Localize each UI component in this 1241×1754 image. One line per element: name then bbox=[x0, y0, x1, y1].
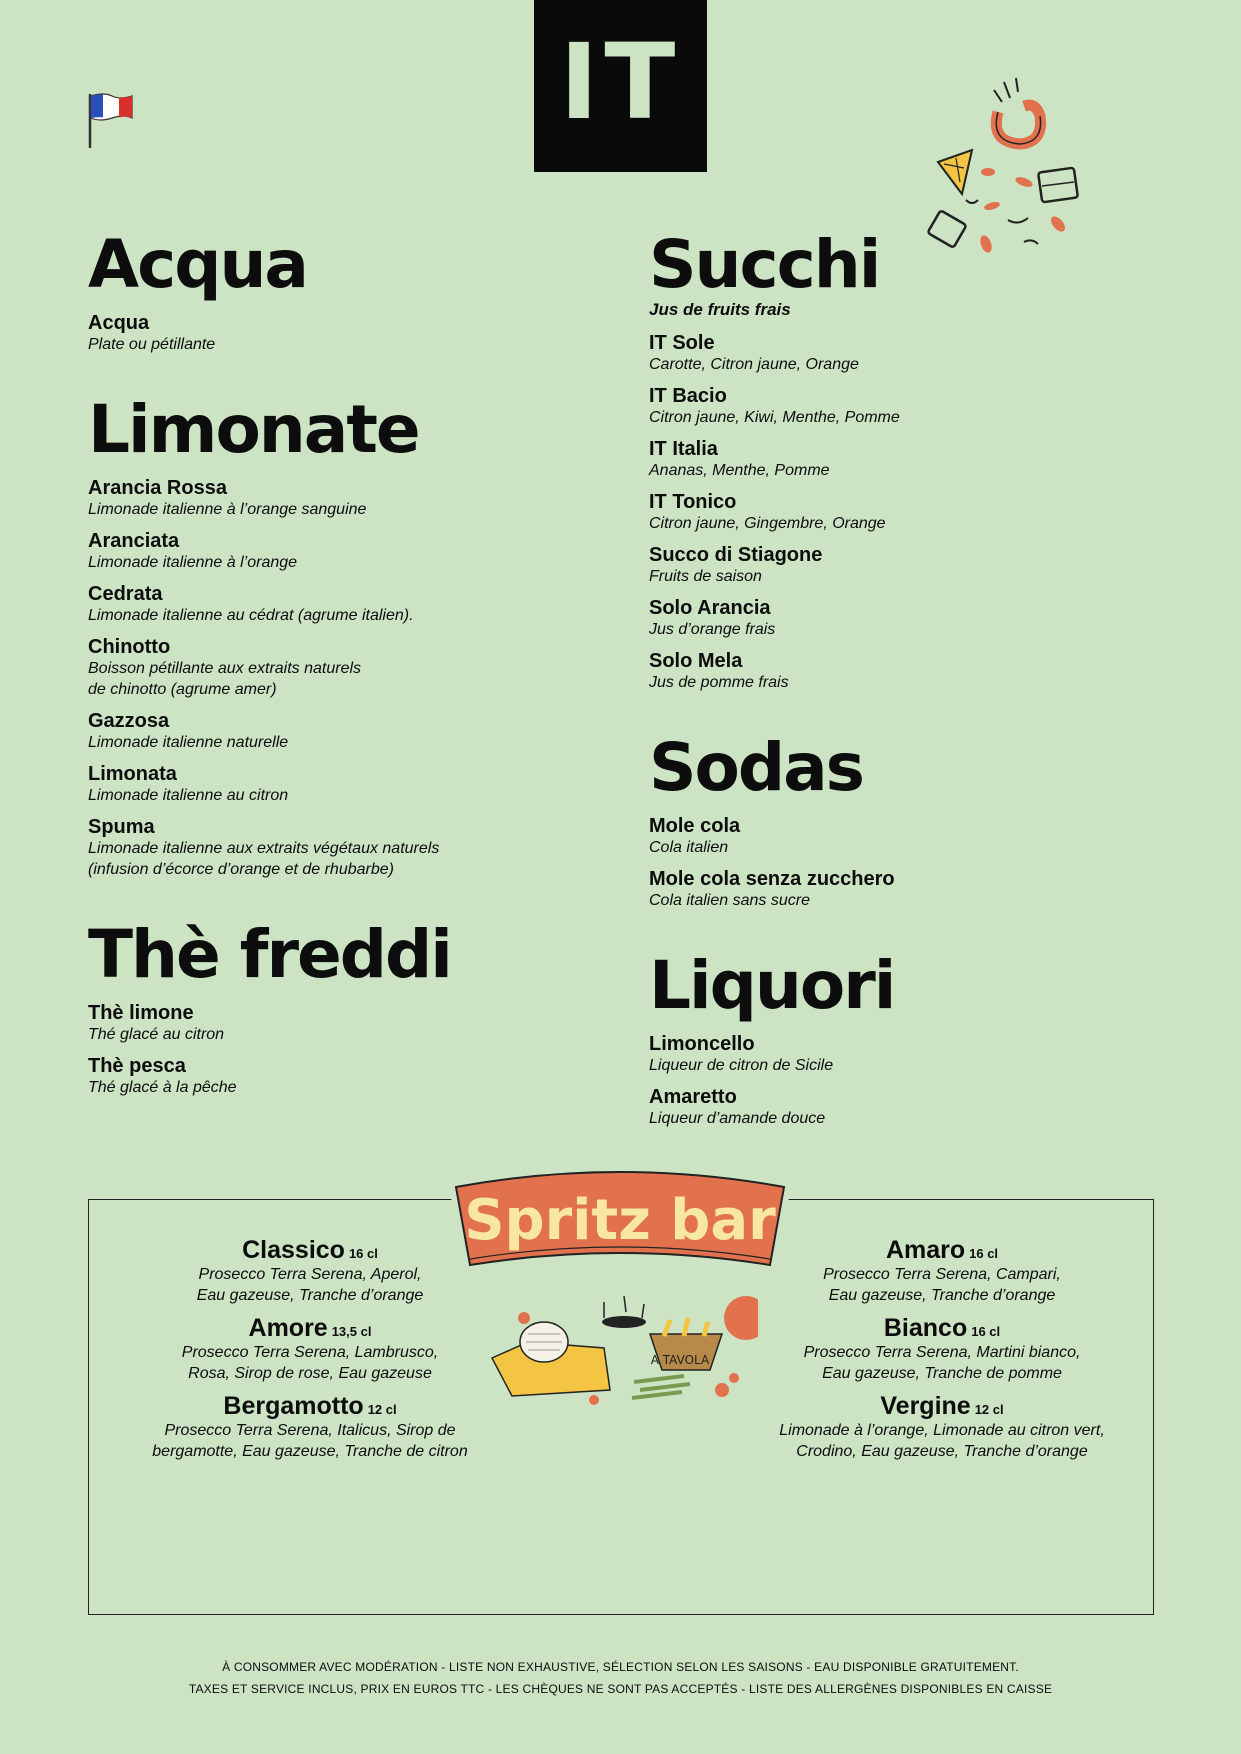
item-name: IT Bacio bbox=[649, 385, 727, 407]
item-name: Thè limone bbox=[88, 1002, 194, 1024]
item-desc: Limonade italienne naturelle bbox=[88, 734, 289, 751]
menu-item bbox=[649, 544, 1169, 587]
menu-item bbox=[88, 1055, 608, 1098]
spritz-name: Amaro bbox=[885, 1236, 966, 1264]
spritz-volume: 16 cl bbox=[971, 1324, 1001, 1339]
item-name: IT Tonico bbox=[649, 491, 737, 513]
menu-item bbox=[88, 477, 608, 520]
item-name: Mole cola senza zucchero bbox=[649, 868, 895, 890]
menu-item bbox=[649, 597, 1169, 640]
section-title: Sodas bbox=[649, 729, 863, 806]
item-name: IT Sole bbox=[649, 332, 715, 354]
item-desc: Ananas, Menthe, Pomme bbox=[649, 462, 830, 479]
spritz-item bbox=[742, 1236, 1142, 1306]
item-desc: Cola italien bbox=[649, 839, 729, 856]
footer-line-1: À CONSOMMER AVEC MODÉRATION - LISTE NON EXHAUSTIVE, SÉLECTION SELON LES SAISONS - EAU DISPONIBLE GRATUITEMENT. bbox=[222, 1660, 1019, 1674]
spritz-name: Bianco bbox=[883, 1314, 968, 1342]
menu-item bbox=[649, 332, 1169, 375]
item-name: IT Italia bbox=[649, 438, 718, 460]
item-desc: Fruits de saison bbox=[649, 568, 762, 585]
item-desc: Plate ou pétillante bbox=[88, 336, 216, 353]
svg-text:A TAVOLA: A TAVOLA bbox=[650, 1353, 710, 1367]
item-desc: Boisson pétillante aux extraits naturels de chinotto (agrume amer) bbox=[88, 660, 362, 698]
section-title: Succhi bbox=[649, 226, 880, 303]
item-name: Spuma bbox=[88, 816, 155, 838]
logo-text: IT bbox=[559, 21, 682, 143]
section-liquori bbox=[649, 947, 1169, 1129]
item-name: Gazzosa bbox=[88, 710, 170, 732]
french-flag-icon[interactable] bbox=[86, 90, 134, 150]
spritz-desc: Prosecco Terra Serena, Aperol, Eau gazeuse, Tranche d’orange bbox=[196, 1266, 424, 1304]
item-desc: Limonade italienne au citron bbox=[88, 787, 289, 804]
item-name: Aranciata bbox=[88, 530, 180, 552]
menu-item bbox=[88, 816, 608, 880]
section-subtitle: Jus de fruits frais bbox=[649, 300, 791, 319]
spritz-volume: 16 cl bbox=[969, 1246, 999, 1261]
spritz-name: Bergamotto bbox=[223, 1392, 364, 1420]
spritz-desc: Prosecco Terra Serena, Lambrusco, Rosa, Sirop de rose, Eau gazeuse bbox=[181, 1344, 439, 1382]
menu-item bbox=[88, 1002, 608, 1045]
menu-item bbox=[88, 583, 608, 626]
item-desc: Carotte, Citron jaune, Orange bbox=[649, 356, 859, 373]
section-acqua bbox=[88, 226, 608, 355]
spritz-desc: Prosecco Terra Serena, Italicus, Sirop de bergamotte, Eau gazeuse, Tranche de citron bbox=[152, 1422, 468, 1460]
item-desc: Citron jaune, Kiwi, Menthe, Pomme bbox=[649, 409, 900, 426]
item-desc: Thé glacé au citron bbox=[88, 1026, 225, 1043]
menu-item bbox=[649, 438, 1169, 481]
section-the-freddi bbox=[88, 916, 608, 1098]
spritz-name: Vergine bbox=[880, 1392, 971, 1420]
spritz-volume: 13,5 cl bbox=[331, 1324, 372, 1339]
item-name: Solo Mela bbox=[649, 650, 743, 672]
footer-line-2: TAXES ET SERVICE INCLUS, PRIX EN EUROS TTC - LES CHÈQUES NE SONT PAS ACCEPTÉS - LISTE DES ALLERGÈNES DISPONIBLES EN CAISSE bbox=[188, 1682, 1053, 1696]
spritz-desc: Prosecco Terra Serena, Martini bianco, Eau gazeuse, Tranche de pomme bbox=[803, 1344, 1081, 1382]
item-name: Acqua bbox=[88, 312, 150, 334]
item-name: Limoncello bbox=[649, 1033, 755, 1055]
item-desc: Liqueur de citron de Sicile bbox=[649, 1057, 834, 1074]
item-name: Amaretto bbox=[649, 1086, 737, 1108]
section-title: Thè freddi bbox=[88, 916, 451, 993]
spritz-item bbox=[110, 1392, 510, 1462]
item-name: Arancia Rossa bbox=[88, 477, 227, 499]
item-name: Mole cola bbox=[649, 815, 741, 837]
section-succhi bbox=[649, 226, 1169, 693]
item-desc: Cola italien sans sucre bbox=[649, 892, 810, 909]
spritz-name: Amore bbox=[248, 1314, 328, 1342]
item-name: Cedrata bbox=[88, 583, 163, 605]
item-desc: Thé glacé à la pêche bbox=[88, 1079, 237, 1096]
item-desc: Citron jaune, Gingembre, Orange bbox=[649, 515, 886, 532]
section-sodas bbox=[649, 729, 1169, 911]
left-column bbox=[88, 226, 608, 1140]
menu-item bbox=[88, 530, 608, 573]
menu-item bbox=[649, 1033, 1169, 1076]
spritz-name: Classico bbox=[242, 1236, 345, 1264]
section-title: Acqua bbox=[88, 226, 307, 303]
spritz-volume: 16 cl bbox=[348, 1246, 378, 1261]
item-name: Solo Arancia bbox=[649, 597, 771, 619]
menu-item bbox=[649, 868, 1169, 911]
menu-item bbox=[649, 650, 1169, 693]
spritz-item bbox=[742, 1314, 1142, 1384]
item-name: Chinotto bbox=[88, 636, 171, 658]
spritz-desc: Prosecco Terra Serena, Campari, Eau gazeuse, Tranche d’orange bbox=[823, 1266, 1061, 1304]
section-title: Liquori bbox=[649, 947, 895, 1024]
item-name: Succo di Stiagone bbox=[649, 544, 823, 566]
item-name: Limonata bbox=[88, 763, 177, 785]
aperitivo-food-illustration bbox=[484, 1278, 758, 1412]
spritz-volume: 12 cl bbox=[974, 1402, 1004, 1417]
menu-item bbox=[88, 710, 608, 753]
item-desc: Limonade italienne aux extraits végétaux naturels (infusion d’écorce d’orange et de rhubarbe) bbox=[88, 840, 440, 878]
spritz-volume: 12 cl bbox=[367, 1402, 397, 1417]
item-desc: Jus d’orange frais bbox=[649, 621, 776, 638]
logo bbox=[534, 0, 707, 172]
spritz-item bbox=[742, 1392, 1142, 1462]
item-desc: Jus de pomme frais bbox=[649, 674, 789, 691]
right-column bbox=[649, 226, 1169, 1171]
item-name: Thè pesca bbox=[88, 1055, 186, 1077]
item-desc: Limonade italienne à l’orange bbox=[88, 554, 298, 571]
menu-item bbox=[649, 385, 1169, 428]
item-desc: Limonade italienne à l’orange sanguine bbox=[88, 501, 367, 518]
menu-item bbox=[649, 1086, 1169, 1129]
menu-item bbox=[649, 491, 1169, 534]
menu-item bbox=[88, 763, 608, 806]
menu-item bbox=[88, 636, 608, 700]
section-title: Limonate bbox=[88, 391, 419, 468]
menu-item bbox=[88, 312, 608, 355]
spritz-item bbox=[110, 1314, 510, 1384]
menu-item bbox=[649, 815, 1169, 858]
spritz-right-column bbox=[742, 1236, 1142, 1470]
spritz-left-column bbox=[110, 1236, 510, 1470]
item-desc: Liqueur d’amande douce bbox=[649, 1110, 826, 1127]
spritz-bar-title: Spritz bar bbox=[464, 1188, 776, 1253]
item-desc: Limonade italienne au cédrat (agrume italien). bbox=[88, 607, 414, 624]
section-limonate bbox=[88, 391, 608, 880]
footer bbox=[0, 1656, 1241, 1700]
spritz-desc: Limonade à l’orange, Limonade au citron vert, Crodino, Eau gazeuse, Tranche d’orange bbox=[779, 1422, 1105, 1460]
spritz-item bbox=[110, 1236, 510, 1306]
